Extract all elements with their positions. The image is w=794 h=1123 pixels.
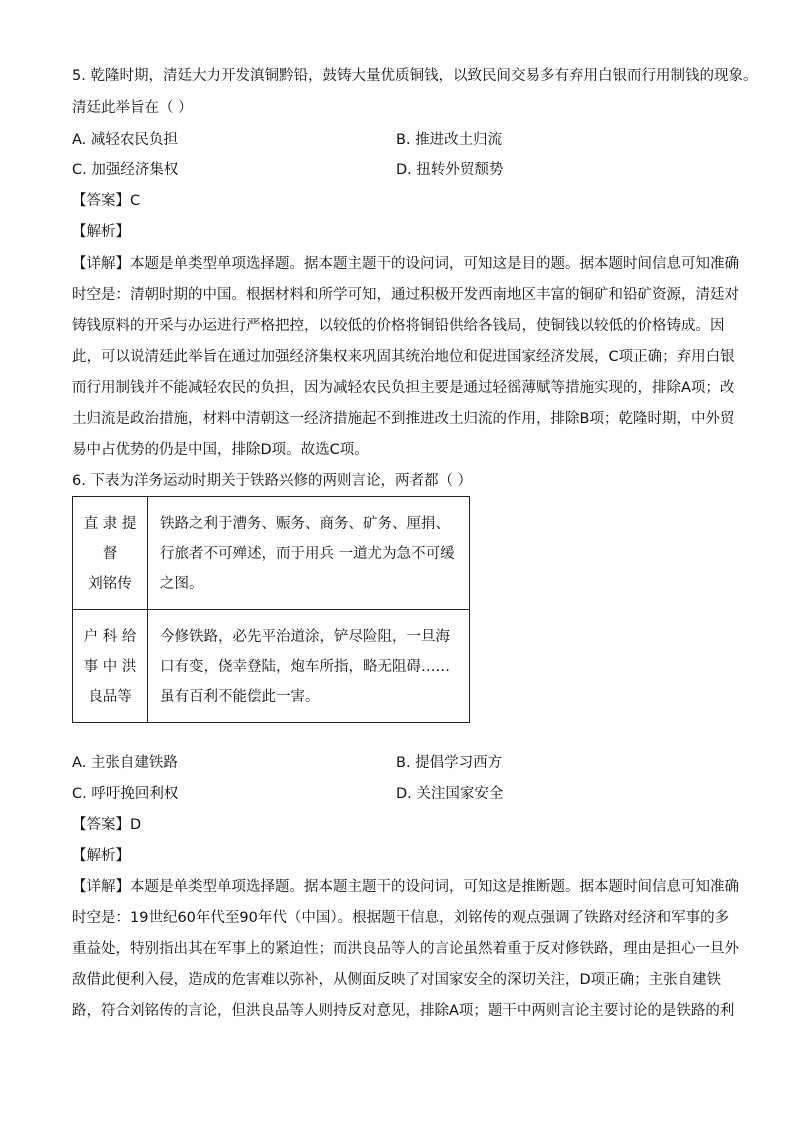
q5-option-b: B. 推进改土归流 <box>396 132 503 148</box>
q5-detail-line: 易中占优势的仍是中国，排除D项。故选C项。 <box>72 442 369 458</box>
q5-answer: 【答案】C <box>72 193 141 209</box>
q6-option-d: D. 关注国家安全 <box>396 786 504 802</box>
q5-option-d: D. 扭转外贸颓势 <box>396 162 504 178</box>
q5-stem-line-1: 5. 乾隆时期，清廷大力开发滇铜黔铅，鼓铸大量优质铜钱，以致民间交易多有弃用白银而行用制钱的现象。 <box>72 68 758 84</box>
q6-quote-table <box>72 496 470 723</box>
q5-detail-line: 铸钱原料的开采与办运进行严格把控，以较低的价格将铜铅供给各钱局，使铜钱以较低的价格铸成。因 <box>72 318 725 334</box>
q6-option-a: A. 主张自建铁路 <box>72 755 178 771</box>
q6-option-c: C. 呼吁挽回利权 <box>72 786 179 802</box>
q6-detail-line: 重益处，特别指出其在军事上的紧迫性；而洪良品等人的言论虽然着重于反对修铁路，理由是担心一旦外 <box>72 941 739 957</box>
speaker-cell <box>73 610 148 723</box>
speaker-cell <box>73 497 148 610</box>
q6-detail-line: 敌借此便利入侵，造成的危害难以弥补，从侧面反映了对国家安全的深切关注，D项正确；主张自建铁 <box>72 972 722 988</box>
speaker-line: 督 <box>102 546 118 562</box>
q6-detail-line: 路，符合刘铭传的言论，但洪良品等人则持反对意见，排除A项；题干中两则言论主要讨论的是铁路的利 <box>72 1003 735 1019</box>
q6-detail-line: 时空是：19世纪60年代至90年代（中国）。根据题干信息，刘铭传的观点强调了铁路对经济和军事的多 <box>72 910 730 926</box>
quote-cell: 今修铁路，必先平治道涂，铲尽险阻，一旦海口有变，侥幸登陆，炮车所指，略无阻碍……虽有百利不能偿此一害。 <box>148 610 470 723</box>
speaker-line: 良品等 <box>88 689 132 705</box>
q6-stem: 6. 下表为洋务运动时期关于铁路兴修的两则言论，两者都（ ） <box>72 473 473 489</box>
speaker-line: 户 科 给 <box>83 629 137 645</box>
q5-detail-line: 土归流是政治措施，材料中清朝这一经济措施起不到推进改土归流的作用，排除B项；乾隆时期，中外贸 <box>72 411 735 427</box>
q5-detail-line: 而行用制钱并不能减轻农民的负担，因为减轻农民负担主要是通过轻徭薄赋等措施实现的，排除A项；改 <box>72 380 735 396</box>
q5-analysis-label: 【解析】 <box>72 224 130 240</box>
table-row <box>73 497 470 610</box>
speaker-line: 事 中 洪 <box>83 659 137 675</box>
q5-stem-line-2: 清廷此举旨在（ ） <box>72 100 193 116</box>
q6-analysis-label: 【解析】 <box>72 848 130 864</box>
table-row <box>73 610 470 723</box>
speaker-line: 刘铭传 <box>88 576 132 592</box>
q5-option-c: C. 加强经济集权 <box>72 162 179 178</box>
q6-detail-line: 【详解】本题是单类型单项选择题。据本题主题干的设问词，可知这是推断题。据本题时间信息可知准确 <box>72 879 739 895</box>
speaker-line: 直 隶 提 <box>83 516 137 532</box>
q5-detail-line: 此，可以说清廷此举旨在通过加强经济集权来巩固其统治地位和促进国家经济发展，C项正确；弃用白银 <box>72 349 735 365</box>
q5-detail-line: 时空是：清朝时期的中国。根据材料和所学可知，通过积极开发西南地区丰富的铜矿和铅矿资源，清廷对 <box>72 287 739 303</box>
q5-detail-line: 【详解】本题是单类型单项选择题。据本题主题干的设问词，可知这是目的题。据本题时间信息可知准确 <box>72 256 739 272</box>
quote-cell: 铁路之利于漕务、赈务、商务、矿务、厘捐、行旅者不可殚述，而于用兵 一道尤为急不可缓之图。 <box>148 497 470 610</box>
q6-answer: 【答案】D <box>72 817 142 833</box>
q6-option-b: B. 提倡学习西方 <box>396 755 503 771</box>
q5-option-a: A. 减轻农民负担 <box>72 132 178 148</box>
